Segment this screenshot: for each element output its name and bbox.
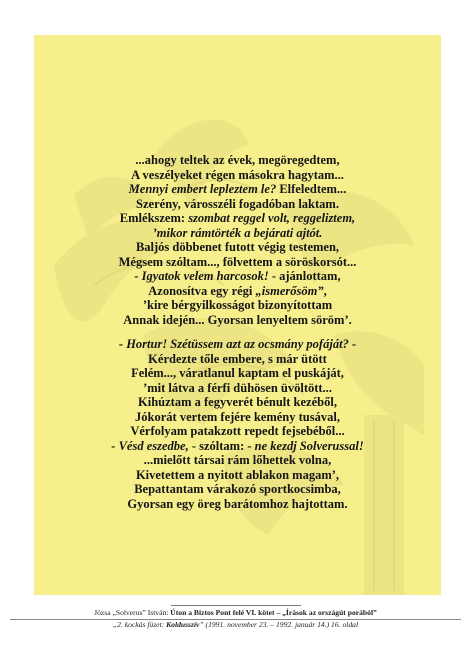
stanza-1 <box>34 153 441 327</box>
footer-book: Úton a Biztos Pont felé VI. kötet – „Írások az országút porából” <box>170 608 377 617</box>
poem-line-segment: - ne kezdj Solverussal! <box>247 438 364 453</box>
poem-line <box>34 226 441 241</box>
poem-line-segment: Felém..., váratlanul kaptam el puskáját, <box>131 366 344 380</box>
poem-line-segment: ’mikor rámtörték a bejárati ajtót. <box>152 225 323 240</box>
footer-booklet-prefix: „2. kockás füzet: <box>112 619 167 629</box>
poem-line-segment: - Igyatok velem harcosok! <box>134 269 269 283</box>
poem-line-segment: - Vésd eszedbe, <box>111 438 189 453</box>
poem-line-segment: Emlékszem: <box>119 211 189 225</box>
poem-line-segment: „ismerősöm” <box>255 283 324 298</box>
poem-text <box>34 153 441 511</box>
poem-line <box>34 153 441 168</box>
poem-line-segment: Azonosítva egy régi <box>148 283 256 298</box>
poem-line <box>34 468 441 483</box>
poem-line-segment: ...mielőtt társai rám lőhettek volna, <box>143 453 332 467</box>
footer-booklet-suffix: ” (1991. november 23. – 1992. január 14.) 16. oldal <box>199 619 359 629</box>
poem-line <box>34 410 441 425</box>
footer-author: Józsa „Solverus” István: <box>94 608 171 617</box>
poem-line <box>34 424 441 439</box>
poem-line-segment: Gyorsan egy öreg barátomhoz hajtottam. <box>127 496 348 511</box>
poem-line <box>34 197 441 212</box>
poem-line-segment: Mégsem szóltam..., fölvettem a söröskorsót... <box>118 254 357 269</box>
poem-line-segment: A veszélyeket régen másokra hagytam... <box>131 167 344 182</box>
poem-line-segment: ’kire bérgyilkosságot bizonyítottam <box>142 298 333 312</box>
footer-line-2 <box>10 620 461 630</box>
poem-line <box>34 168 441 183</box>
poem-line <box>34 284 441 299</box>
poem-line-segment: ...ahogy teltek az évek, megöregedtem, <box>135 153 340 167</box>
poem-line-segment: Jókorát vertem fejére kemény tusával, <box>135 409 340 424</box>
poem-panel <box>34 35 441 595</box>
poem-line <box>34 482 441 497</box>
poem-line-segment: Bepattantam várakozó sportkocsimba, <box>134 482 341 496</box>
poem-line-segment: Elfeledtem... <box>276 182 347 196</box>
poem-line-segment: Kérdezte tőle embere, s már ütött <box>148 351 327 366</box>
poem-line-segment: ’mit látva a férfi dühösen üvöltött... <box>143 380 332 395</box>
poem-line <box>34 211 441 226</box>
poem-line-segment: , <box>323 283 327 298</box>
poem-line <box>34 439 441 454</box>
poem-line-segment: - <box>348 337 357 351</box>
poem-line <box>34 337 441 352</box>
poem-line <box>34 395 441 410</box>
poem-line <box>34 240 441 255</box>
stanza-gap <box>34 327 441 337</box>
footer-rule <box>171 605 301 606</box>
footer-booklet-name: Koldusszív <box>166 619 200 629</box>
poem-line-segment: Baljós döbbenet futott végig testemen, <box>135 240 340 254</box>
poem-line <box>34 352 441 367</box>
poem-line-segment: szombat reggel volt, reggeliztem, <box>188 211 356 225</box>
poem-line-segment: Vérfolyam patakzott repedt fejsebéből... <box>130 424 345 438</box>
poem-line-segment: Szerény, városszéli fogadóban laktam. <box>136 196 339 211</box>
poem-line <box>34 298 441 313</box>
page-footer <box>10 605 461 629</box>
poem-line-segment: - Hortur! Szétüssem azt az ocsmány pofáját? <box>118 337 349 351</box>
poem-line <box>34 182 441 197</box>
stanza-2 <box>34 337 441 511</box>
poem-line <box>34 453 441 468</box>
footer-line-1 <box>10 608 461 618</box>
poem-line <box>34 366 441 381</box>
poem-line-segment: Kihúztam a fegyverét bénult kezéből, <box>138 395 337 409</box>
poem-line <box>34 381 441 396</box>
poem-line <box>34 497 441 512</box>
poem-line-segment: Mennyi embert lepleztem le? <box>128 182 277 196</box>
poem-line <box>34 313 441 328</box>
poem-line-segment: - ajánlottam, <box>268 269 341 283</box>
poem-line-segment: - szóltam: <box>188 438 248 453</box>
poem-line-segment: Kivetettem a nyitott ablakon magam’, <box>135 467 340 482</box>
poem-line <box>34 255 441 270</box>
poem-line-segment: Annak idején... Gyorsan lenyeltem söröm’. <box>123 312 352 327</box>
poem-line <box>34 269 441 284</box>
